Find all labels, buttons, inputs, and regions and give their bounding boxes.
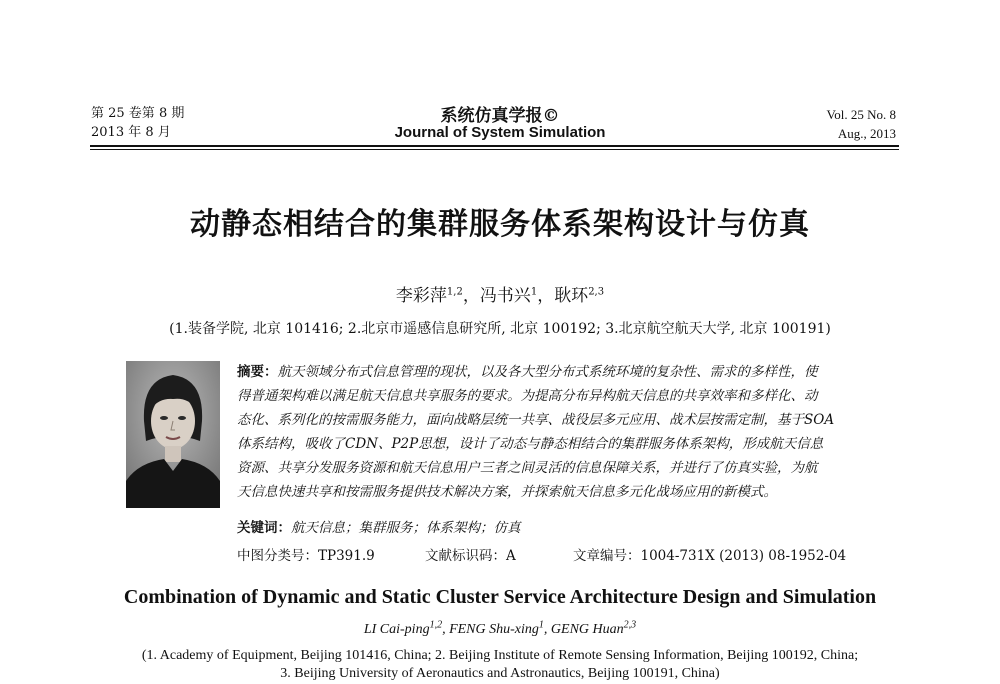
document-code: 文献标识码：A xyxy=(425,548,516,564)
affiliation-en-line: 3. Beijing University of Aeronautics and Astronautics, Beijing 100191, China) xyxy=(280,666,720,681)
author-photo xyxy=(126,361,220,508)
author-affil-sup: 1 xyxy=(538,619,544,631)
journal-title-en: Journal of System Simulation xyxy=(394,124,606,141)
author-affil-sup: 2,3 xyxy=(623,619,637,631)
author-separator: , xyxy=(543,622,551,637)
journal-title-cn: 系统仿真学报© xyxy=(440,106,560,126)
author-name: 冯书兴 xyxy=(479,286,531,306)
abstract-line: 态化、系列化的按需服务能力，面向战略层统一共享、战役层多元应用、战术层按需定制，基于SOA xyxy=(237,412,835,428)
author-affil-sup: 1,2 xyxy=(446,286,463,298)
header-rule-thin xyxy=(90,149,899,150)
authors-en xyxy=(0,619,1000,638)
author-affil-sup: 2,3 xyxy=(588,286,605,298)
keywords-text: 航天信息；集群服务；体系架构；仿真 xyxy=(291,520,521,536)
date-en: Aug., 2013 xyxy=(837,126,896,141)
paper-title-en: Combination of Dynamic and Static Cluster Service Architecture Design and Simulation xyxy=(123,586,877,608)
author-name: 李彩萍 xyxy=(395,286,447,306)
keywords-cn xyxy=(237,516,521,536)
date-cn: 2013 年 8 月 xyxy=(91,125,171,140)
abstract-cn xyxy=(237,360,877,504)
author-name: LI Cai-ping xyxy=(363,622,430,637)
author-separator: ， xyxy=(537,286,555,306)
clc-number: 中图分类号：TP391.9 xyxy=(237,548,375,564)
volume-issue-cn: 第 25 卷第 8 期 xyxy=(91,106,185,121)
affiliation-en-line: (1. Academy of Equipment, Beijing 101416, China; 2. Beijing Institute of Remote Sensing Information, Beijing 100192, China; xyxy=(141,648,859,663)
author-name: FENG Shu-xing xyxy=(449,622,539,637)
affiliation-cn: (1.装备学院, 北京 101416; 2.北京市遥感信息研究所, 北京 100192; 3.北京航空航天大学, 北京 100191) xyxy=(169,321,831,337)
author-name: 耿环 xyxy=(554,286,589,306)
keywords-label: 关键词： xyxy=(237,520,291,536)
author-name: GENG Huan xyxy=(550,622,624,637)
volume-issue-en: Vol. 25 No. 8 xyxy=(826,107,896,122)
abstract-label: 摘要： xyxy=(237,364,278,380)
article-number: 文章编号：1004-731X (2013) 08-1952-04 xyxy=(573,548,847,564)
abstract-line: 资源、共享分发服务资源和航天信息用户三者之间灵活的信息保障关系，并进行了仿真实验，为航 xyxy=(237,460,818,476)
abstract-line: 得普通架构难以满足航天信息共享服务的要求。为提高分布异构航天信息的共享效率和多样化、动 xyxy=(237,388,818,404)
abstract-line: 天信息快速共享和按需服务提供技术解决方案，并探索航天信息多元化战场应用的新模式。 xyxy=(237,484,777,500)
authors-cn xyxy=(0,281,1000,306)
author-affil-sup: 1 xyxy=(530,286,538,298)
author-affil-sup: 1,2 xyxy=(429,619,443,631)
abstract-line: 体系结构，吸收了CDN、P2P思想，设计了动态与静态相结合的集群服务体系架构，形成航天信息 xyxy=(237,436,824,452)
paper-title-cn: 动静态相结合的集群服务体系架构设计与仿真 xyxy=(190,207,810,242)
header-rule-thick xyxy=(90,145,899,147)
author-separator: ， xyxy=(462,286,480,306)
abstract-line: 摘要：航天领域分布式信息管理的现状，以及各大型分布式系统环境的复杂性、需求的多样性，使 xyxy=(237,364,818,380)
author-separator: , xyxy=(442,622,450,637)
